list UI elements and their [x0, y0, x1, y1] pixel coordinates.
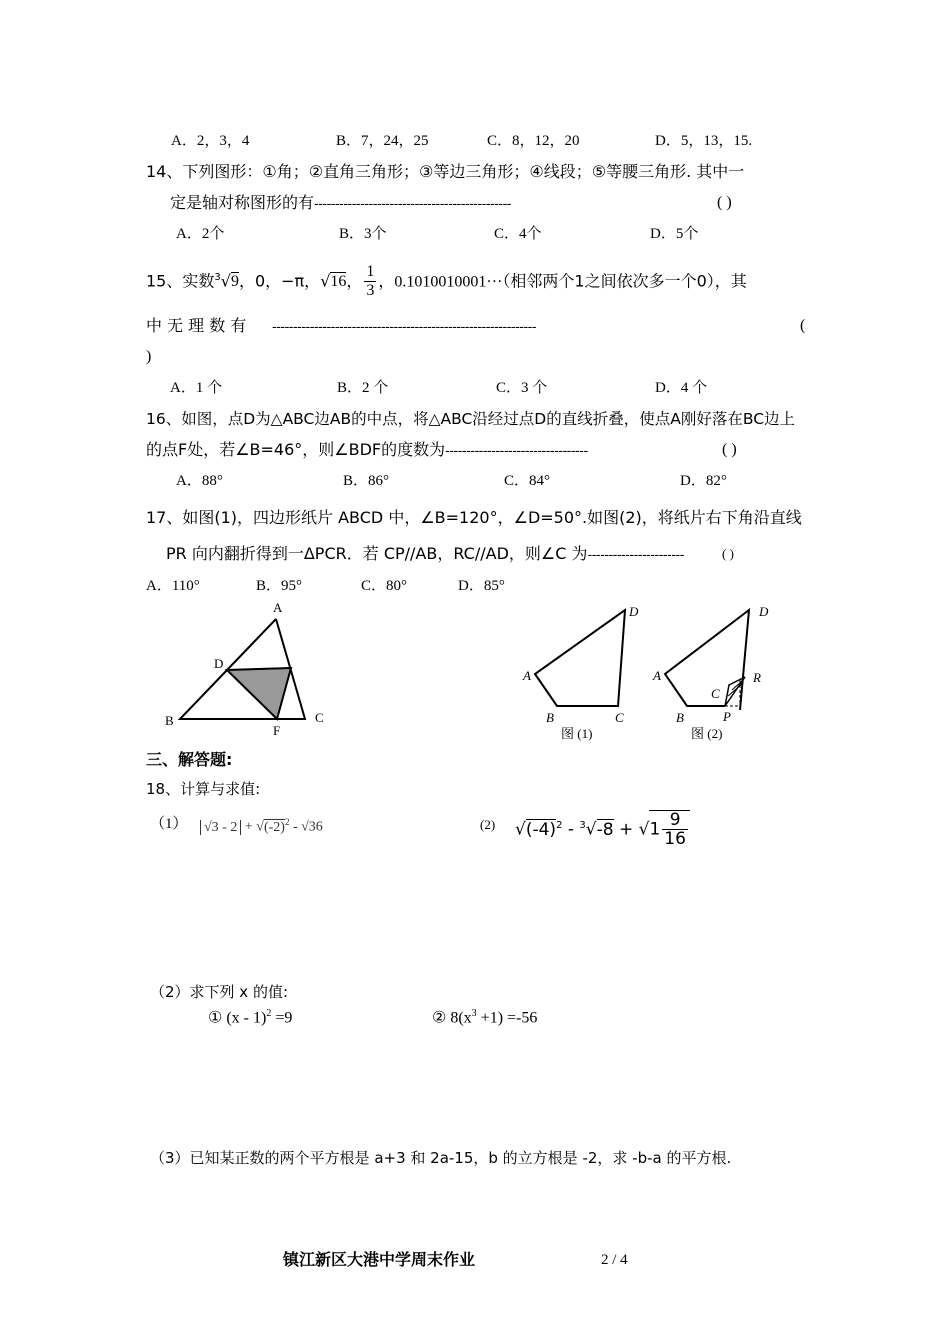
q16-option-d: D．82°	[680, 473, 727, 489]
q18-p2-sqrt2-sign: √	[638, 819, 650, 840]
q16-option-b: B．86°	[343, 473, 390, 489]
q18-eq2	[432, 1004, 537, 1028]
q15-cbrt-radicand: 9	[230, 273, 239, 291]
q14-option-b: B．3个	[339, 226, 387, 242]
q16-line2-text: 的点F处，若∠B=46°，则∠BDF的度数为	[146, 440, 446, 459]
q14-dashes: -----------------------------------------------	[314, 197, 511, 212]
q15-comma: ，	[346, 271, 363, 291]
q15-option-b: B．2 个	[337, 380, 389, 396]
q17-bracket: ( )	[722, 546, 734, 561]
q18-eq1-exp: 2	[266, 1008, 272, 1019]
q15-dashes	[272, 316, 536, 338]
footer-title: 镇江新区大港中学周末作业	[283, 1250, 476, 1269]
q15-option-d: D．4 个	[655, 380, 708, 396]
quadrilateral-figure-1	[515, 598, 650, 743]
q18-eq2-exp: 3	[471, 1008, 477, 1019]
q17-line2-text: PR 向内翻折得到一ΔPCR．若 CP//AB，RC//AD，则∠C 为	[166, 544, 588, 563]
q18-p1-radicand: (-2)	[263, 819, 285, 835]
quadrilateral-figure-2	[645, 598, 780, 743]
triangle-figure	[155, 595, 340, 740]
footer-page-number: 2 / 4	[601, 1252, 628, 1268]
q18-p1-expr	[200, 812, 323, 838]
q18-p2-cbrt-sign: √	[585, 819, 597, 840]
q15-bracket-close: )	[146, 348, 152, 365]
q15-line2	[146, 316, 246, 336]
label-b: B	[546, 710, 554, 725]
q17-line1: 17、如图(1)，四边形纸片 ABCD 中，∠B=120°，∠D=50°.如图(2)，将纸片右下角沿直线	[146, 508, 802, 527]
label-b: B	[676, 710, 684, 725]
q18-sub3: （3）已知某正数的两个平方根是 a+3 和 2a-15，b 的立方根是 -2，求 -b-a 的平方根.	[150, 1149, 732, 1167]
q18-eq2-lhs: ② 8(x	[432, 1009, 472, 1027]
q15-bracket-open: (	[800, 317, 806, 334]
q17-option-a: A．110°	[146, 578, 200, 594]
q15-option-c: C．3 个	[496, 380, 548, 396]
q15-note: （相邻两个1之间依次多一个0），其	[502, 271, 747, 291]
q13-option-c: C．8，12，20	[487, 133, 580, 149]
label-c: C	[315, 710, 324, 725]
q14-option-a: A．2个	[176, 226, 225, 242]
quad-outline	[665, 610, 749, 710]
q17-option-b: B．95°	[256, 578, 303, 594]
q16-line1: 16、如图，点D为△ABC边AB的中点，将△ABC沿经过点D的直线折叠，使点A刚好落在BC边上	[146, 410, 796, 428]
q14-line1: 14、下列图形：①角；②直角三角形；③等边三角形；④线段；⑤等腰三角形. 其中一	[146, 162, 745, 181]
label-d: D	[759, 604, 769, 619]
q15-decimal: ，0.1010010001···	[378, 273, 503, 291]
q18-eq2-rhs: +1) =-56	[476, 1009, 538, 1027]
label-a: A	[523, 668, 531, 683]
q18-p1-abs: √3 - 2	[200, 820, 241, 835]
q18-p2-expr	[515, 808, 690, 848]
q18-title: 18、计算与求值:	[146, 780, 261, 798]
q18-p1-exp: 2	[284, 817, 290, 827]
q14-bracket: ( )	[717, 194, 732, 211]
q18-p1-sqrt-sign: √	[256, 819, 264, 835]
q16-bracket: ( )	[722, 441, 737, 458]
label-c: C	[711, 686, 720, 701]
q18-p1-minus-sqrt: - √36	[292, 819, 323, 835]
label-p: P	[723, 709, 731, 724]
q18-p2-exp: 2	[556, 820, 563, 831]
q15-line2-text: 中 无 理 数 有	[146, 316, 247, 335]
q18-p2-whole: 1	[649, 819, 661, 840]
q14-option-c: C．4个	[494, 226, 542, 242]
q18-eq1-lhs: ① (x - 1)	[208, 1009, 267, 1027]
q18-p2-frac	[662, 811, 688, 848]
label-d: D	[629, 604, 639, 619]
q18-p2-minus: -	[567, 819, 574, 840]
q14-line2-text: 定是轴对称图形的有	[170, 193, 315, 212]
label-a: A	[273, 600, 283, 615]
q16-option-a: A．88°	[176, 473, 223, 489]
q13-option-d: D．5，13，15.	[655, 133, 753, 149]
q18-p1-plus: +	[244, 819, 253, 835]
q18-sub2-title: （2）求下列 x 的值:	[150, 983, 289, 1001]
q17-line2	[166, 544, 684, 566]
q18-p2-frac-den: 16	[664, 829, 686, 850]
q18-p2-cbrt-index: 3	[579, 820, 586, 831]
q16-dashes: ----------------------------------	[445, 444, 588, 459]
q15-cbrt-index: 3	[214, 272, 221, 283]
q14-option-d: D．5个	[650, 226, 699, 242]
q15-frac-num: 1	[366, 263, 375, 281]
q15-sqrt-sign: √	[320, 271, 331, 291]
q15-option-a: A．1 个	[170, 380, 223, 396]
q16-line2	[146, 440, 588, 462]
caption-fig1: 图 (1)	[561, 726, 593, 741]
q15-zero: ，0，	[238, 271, 282, 291]
label-c: C	[615, 710, 624, 725]
q18-p1-label: （1）	[150, 816, 188, 832]
q17-dashes: -----------------------	[587, 548, 684, 563]
label-r: R	[753, 670, 761, 685]
quad-abcd	[535, 610, 625, 706]
q18-eq1-rhs: =9	[271, 1009, 293, 1027]
q13-option-a: A．2，3，4	[171, 133, 250, 149]
q15-radical-sign: √	[220, 271, 231, 291]
q18-p2-sqrt-sign: √	[515, 819, 526, 840]
q17-option-d: D．85°	[458, 578, 505, 594]
q18-p2-frac-num: 9	[662, 811, 688, 830]
q14-line2	[170, 193, 511, 215]
label-a: A	[653, 668, 661, 683]
q15-line1	[146, 258, 747, 302]
label-f: F	[273, 723, 281, 738]
q15-prefix: 15、实数	[146, 271, 215, 291]
q18-eq1	[208, 1004, 292, 1028]
q18-p2-cbrt-radicand: -8	[596, 819, 614, 840]
q15-dashes-text: ---------------------------------------------------------------	[272, 320, 537, 335]
q16-option-c: C．84°	[504, 473, 551, 489]
caption-fig2: 图 (2)	[691, 726, 723, 741]
label-b: B	[165, 713, 174, 728]
section3-title: 三、解答题:	[146, 750, 233, 769]
q15-frac-den: 3	[366, 282, 375, 300]
q13-option-b: B．7，24，25	[336, 133, 429, 149]
q18-p2-radicand: (-4)	[525, 819, 557, 840]
q15-neg-pi: −π，	[281, 271, 321, 291]
q18-p2-plus: +	[618, 819, 634, 840]
label-d: D	[214, 656, 224, 671]
q17-option-c: C．80°	[361, 578, 408, 594]
q18-p2-mixed	[649, 810, 689, 848]
folded-region	[227, 668, 291, 719]
q15-fraction	[364, 263, 376, 300]
q18-p2-label: (2)	[480, 817, 496, 832]
q15-sqrt-radicand: 16	[330, 273, 347, 291]
